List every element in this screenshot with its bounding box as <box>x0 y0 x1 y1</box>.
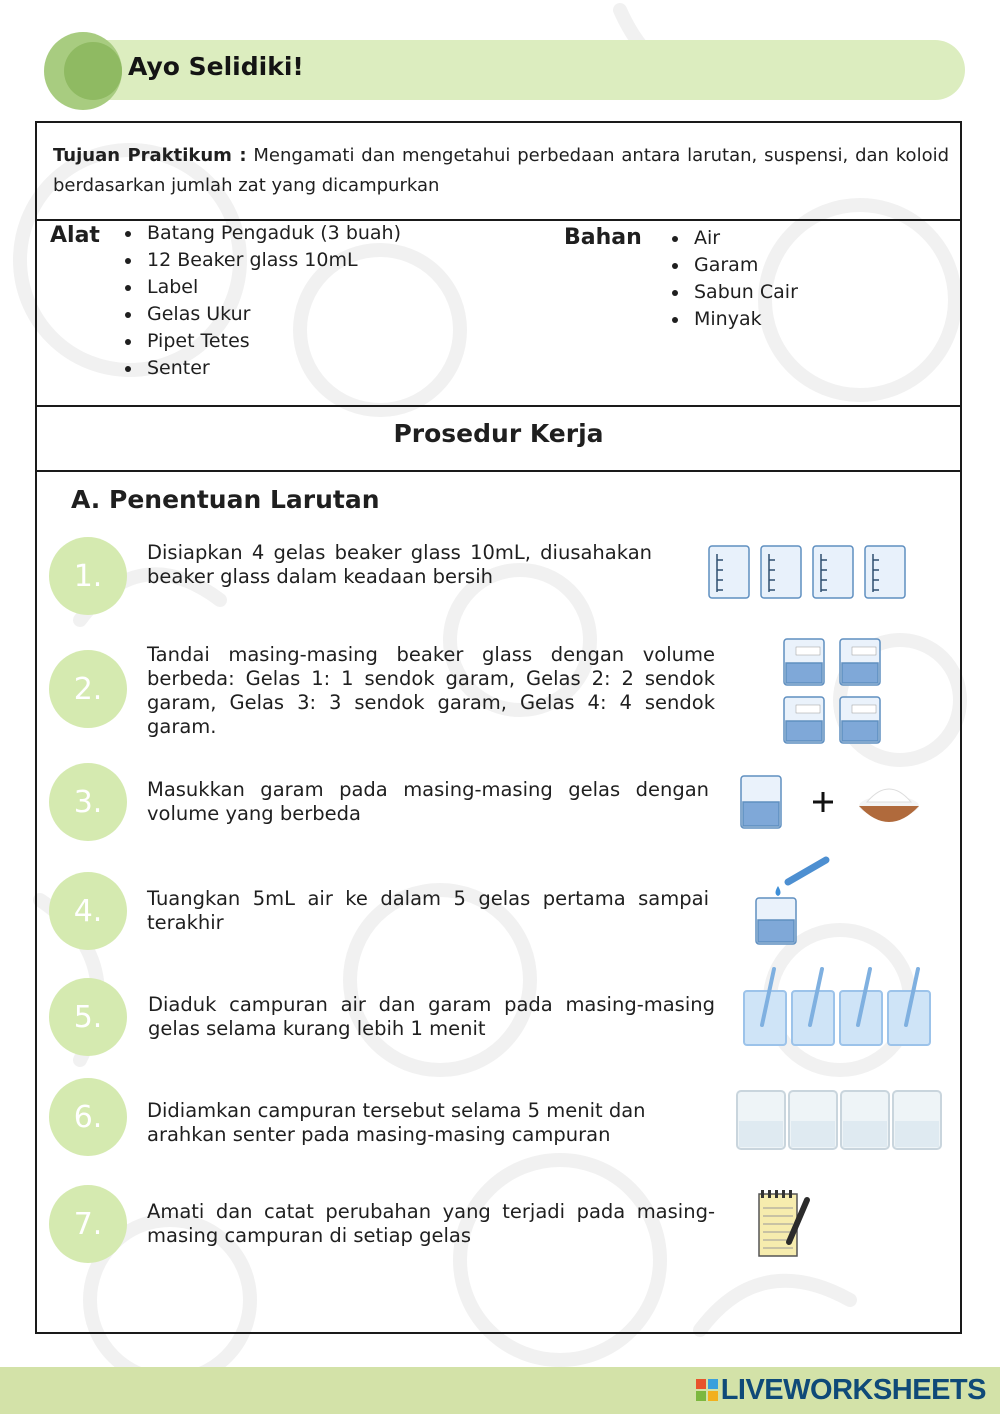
step-text: Amati dan catat perubahan yang terjadi pada masing-masing campuran di setiap gelas <box>147 1200 715 1247</box>
alat-list <box>121 220 401 382</box>
divider <box>37 405 960 407</box>
step-text: Tuangkan 5mL air ke dalam 5 gelas pertama sampai terakhir <box>147 887 709 934</box>
four-glasses-image <box>735 1087 945 1153</box>
footer-logo <box>696 1374 986 1407</box>
bahan-item: • Sabun Cair <box>690 279 798 306</box>
liveworksheets-logo-icon <box>696 1379 718 1401</box>
step-text: Didiamkan campuran tersebut selama 5 menit dan arahkan senter pada masing-masing campuran <box>147 1099 646 1146</box>
step-number: 6. <box>49 1078 127 1156</box>
bahan-item: • Garam <box>690 252 798 279</box>
alat-item: • Pipet Tetes <box>143 328 401 355</box>
beaker-plus-salt-image <box>735 772 920 834</box>
alat-item: • Senter <box>143 355 401 382</box>
alat-item: • Gelas Ukur <box>143 301 401 328</box>
tujuan-label: Tujuan Praktikum : <box>53 145 247 166</box>
footer-logo-text: LIVEWORKSHEETS <box>720 1374 986 1406</box>
step-number: 7. <box>49 1185 127 1263</box>
section-title: A. Penentuan Larutan <box>71 485 380 514</box>
labeled-beakers-image <box>780 635 890 747</box>
prosedur-title: Prosedur Kerja <box>393 419 604 448</box>
step-text: Tandai masing-masing beaker glass dengan volume berbeda: Gelas 1: 1 sendok garam, Gelas 2: 2 sendok garam, Gelas 3: 3 sendok garam, Gelas 4: 4 sendok garam. <box>147 643 715 738</box>
bahan-label: Bahan <box>564 225 642 250</box>
alat-item: • Label <box>143 274 401 301</box>
step-number: 3. <box>49 763 127 841</box>
alat-label: Alat <box>50 223 100 248</box>
alat-item: • Batang Pengaduk (3 buah) <box>143 220 401 247</box>
step-text: Masukkan garam pada masing-masing gelas dengan volume yang berbeda <box>147 778 709 825</box>
four-beakers-image <box>703 540 913 602</box>
bahan-item: • Air <box>690 225 798 252</box>
alat-item: • 12 Beaker glass 10mL <box>143 247 401 274</box>
step-number: 2. <box>49 650 127 728</box>
divider <box>37 470 960 472</box>
bahan-list <box>668 225 798 333</box>
tujuan-praktikum <box>53 141 949 201</box>
step-number: 1. <box>49 537 127 615</box>
dropper-beaker-image <box>748 852 834 948</box>
bahan-item: • Minyak <box>690 306 798 333</box>
notepad-pen-icon <box>755 1186 817 1262</box>
step-text: Diaduk campuran air dan garam pada masing-masing gelas selama kurang lebih 1 menit <box>148 993 715 1040</box>
step-number: 4. <box>49 872 127 950</box>
stirring-beakers-image <box>740 965 935 1049</box>
tujuan-text: Mengamati dan mengetahui perbedaan antara larutan, suspensi, dan koloid berdasarkan jumlah zat yang dicampurkan <box>53 145 950 196</box>
header-badge-inner <box>64 42 122 100</box>
page-title: Ayo Selidiki! <box>128 52 304 81</box>
step-number: 5. <box>49 978 127 1056</box>
step-text: Disiapkan 4 gelas beaker glass 10mL, diusahakan beaker glass dalam keadaan bersih <box>147 541 652 588</box>
